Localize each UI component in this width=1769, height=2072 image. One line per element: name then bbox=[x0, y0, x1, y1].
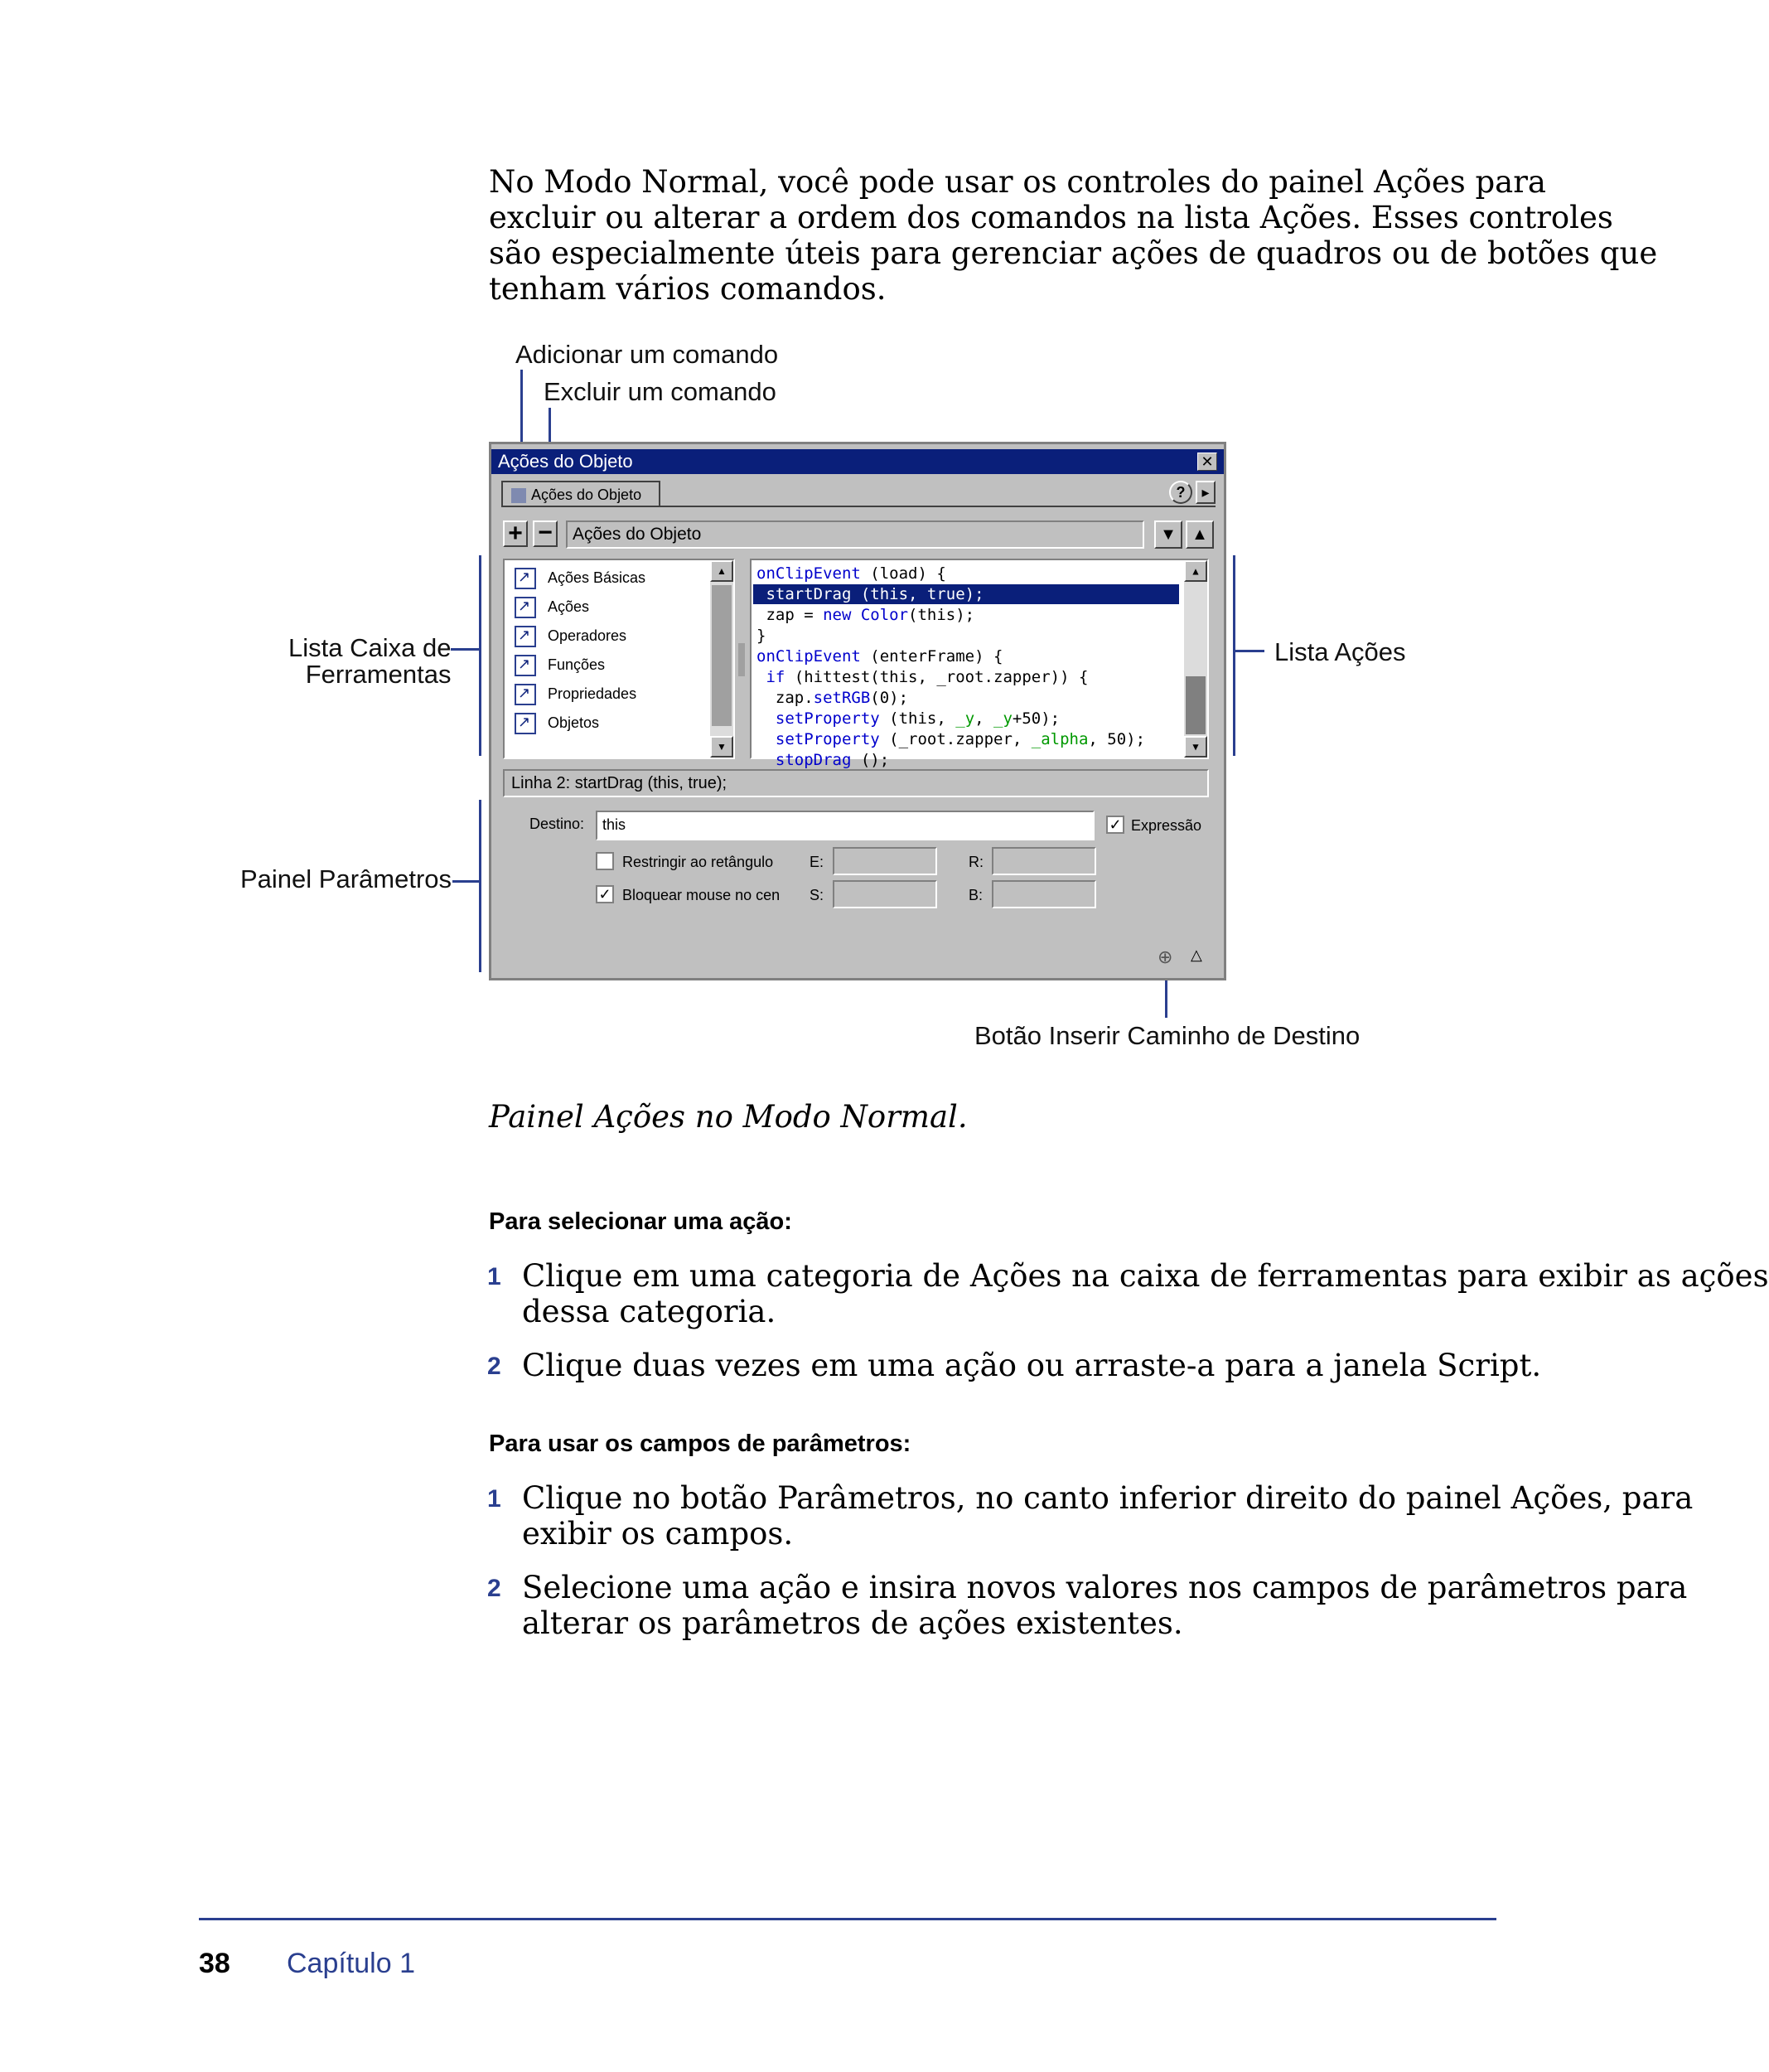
help-icon[interactable]: ? bbox=[1169, 481, 1192, 504]
code-token: stopDrag bbox=[775, 751, 852, 769]
code-token: onClipEvent bbox=[756, 564, 861, 583]
step-number: 2 bbox=[487, 1353, 501, 1380]
intro-line: são especialmente úteis para gerenciar ações de quadros ou de botões que bbox=[489, 235, 1658, 271]
code-line[interactable] bbox=[756, 709, 1060, 729]
object-dropdown[interactable]: Ações do Objeto bbox=[566, 520, 1144, 549]
tab-label: Ações do Objeto bbox=[531, 487, 642, 503]
intro-paragraph bbox=[489, 164, 1658, 307]
constrain-label: Restringir ao retângulo bbox=[622, 854, 774, 870]
bracket-line bbox=[479, 555, 481, 756]
expression-checkbox[interactable]: ✓ bbox=[1106, 816, 1124, 834]
leader-line bbox=[451, 648, 481, 651]
insert-target-path-icon[interactable]: ⊕ bbox=[1158, 946, 1173, 967]
code-token: setRGB bbox=[813, 689, 871, 707]
callout-toolbox-list bbox=[288, 633, 451, 690]
lock-mouse-checkbox[interactable]: ✓ bbox=[596, 885, 614, 903]
book-icon bbox=[515, 597, 536, 618]
expression-label: Expressão bbox=[1131, 817, 1202, 834]
step-text: Clique no botão Parâmetros, no canto inferior direito do painel Ações, para exibir os campos. bbox=[522, 1480, 1694, 1552]
code-token: setProperty bbox=[775, 730, 880, 748]
callout-toolbox-line1: Lista Caixa de bbox=[288, 633, 452, 662]
page-number: 38 bbox=[199, 1948, 230, 1979]
bottom-field[interactable] bbox=[992, 880, 1096, 908]
code-token bbox=[756, 668, 766, 686]
scroll-down-icon[interactable]: ▼ bbox=[710, 736, 733, 758]
toolbox-scrollbar[interactable] bbox=[710, 560, 733, 758]
top-label: S: bbox=[810, 887, 824, 903]
code-token: (_root.zapper, bbox=[879, 730, 1032, 748]
chapter-label: Capítulo 1 bbox=[287, 1948, 415, 1979]
code-token: _alpha bbox=[1031, 730, 1089, 748]
book-icon bbox=[515, 655, 536, 676]
delete-command-button[interactable]: − bbox=[533, 520, 558, 547]
step-text: Clique duas vezes em uma ação ou arraste-a para a janela Script. bbox=[522, 1348, 1542, 1383]
close-icon[interactable]: ✕ bbox=[1197, 453, 1217, 471]
section-heading: Para usar os campos de parâmetros: bbox=[489, 1431, 911, 1457]
section-heading: Para selecionar uma ação: bbox=[489, 1208, 792, 1235]
figure-caption: Painel Ações no Modo Normal. bbox=[489, 1099, 968, 1135]
book-icon bbox=[515, 684, 536, 705]
code-token bbox=[756, 751, 776, 769]
tab-object-actions[interactable] bbox=[501, 481, 660, 507]
panel-titlebar bbox=[491, 449, 1224, 474]
step-number: 1 bbox=[487, 1485, 501, 1513]
book-icon bbox=[515, 626, 536, 647]
code-token: (hittest(this, _root.zapper)) { bbox=[785, 668, 1089, 686]
code-line[interactable] bbox=[756, 667, 1088, 687]
leader-line bbox=[1235, 650, 1264, 652]
panel-title: Ações do Objeto bbox=[498, 451, 633, 472]
code-token: (this); bbox=[908, 606, 975, 624]
intro-line: tenham vários comandos. bbox=[489, 271, 887, 307]
callout-toolbox-line2: Ferramentas bbox=[305, 660, 452, 689]
leader-line bbox=[452, 880, 481, 883]
move-up-button[interactable]: ▲ bbox=[1186, 520, 1214, 549]
code-token: +50); bbox=[1012, 709, 1061, 728]
code-token: (0); bbox=[870, 689, 909, 707]
callout-actions-list: Lista Ações bbox=[1274, 637, 1406, 666]
bracket-line bbox=[479, 800, 481, 972]
toolbox-item[interactable]: ↗Ações Básicas bbox=[515, 567, 645, 588]
code-token: (enterFrame) { bbox=[860, 647, 1003, 666]
code-line[interactable] bbox=[756, 729, 1145, 749]
code-token: , 50); bbox=[1088, 730, 1146, 748]
lock-mouse-label: Bloquear mouse no cen bbox=[622, 887, 781, 903]
status-line: Linha 2: startDrag (this, true); bbox=[503, 769, 1209, 797]
step-text: Clique em uma categoria de Ações na caixa de ferramentas para exibir as ações dessa categoria. bbox=[522, 1258, 1769, 1329]
callout-insert-target-path: Botão Inserir Caminho de Destino bbox=[974, 1021, 1361, 1050]
code-line[interactable] bbox=[756, 605, 974, 625]
top-field[interactable] bbox=[833, 880, 937, 908]
code-token: _y bbox=[993, 709, 1013, 728]
scroll-up-icon[interactable]: ▲ bbox=[710, 560, 733, 582]
constrain-checkbox[interactable] bbox=[596, 852, 614, 870]
intro-line: No Modo Normal, você pode usar os controles do painel Ações para bbox=[489, 164, 1546, 200]
toolbox-item[interactable]: ↗Objetos bbox=[515, 712, 599, 733]
code-token: _y bbox=[955, 709, 975, 728]
bracket-line bbox=[1233, 555, 1235, 756]
callout-parameters-panel: Painel Parâmetros bbox=[240, 864, 452, 893]
collapse-parameters-icon[interactable]: △ bbox=[1191, 946, 1202, 963]
tab-divider bbox=[501, 506, 1216, 507]
scroll-thumb[interactable] bbox=[1186, 676, 1206, 734]
code-token: (this, bbox=[879, 709, 956, 728]
code-token: if bbox=[766, 668, 785, 686]
code-line[interactable] bbox=[756, 626, 766, 646]
code-token: } bbox=[756, 627, 766, 645]
code-token: (load) { bbox=[860, 564, 946, 583]
actions-list[interactable] bbox=[750, 559, 1209, 769]
toolbox-item[interactable]: ↗Ações bbox=[515, 596, 589, 617]
target-label: Destino: bbox=[529, 816, 585, 832]
callout-delete-command: Excluir um comando bbox=[544, 377, 776, 406]
code-line[interactable] bbox=[756, 646, 1003, 666]
code-line[interactable] bbox=[756, 564, 946, 583]
actions-tab-icon bbox=[511, 488, 526, 503]
book-icon bbox=[515, 713, 536, 734]
right-label: R: bbox=[969, 854, 984, 870]
code-token: startDrag (this, true); bbox=[756, 585, 984, 603]
actions-panel bbox=[489, 442, 1226, 980]
code-token: onClipEvent bbox=[756, 647, 861, 666]
move-down-button[interactable]: ▼ bbox=[1154, 520, 1182, 549]
target-input[interactable]: this bbox=[596, 811, 1095, 840]
code-line[interactable] bbox=[753, 584, 1179, 604]
add-command-button[interactable]: + bbox=[503, 520, 528, 547]
step-number: 1 bbox=[487, 1263, 501, 1290]
code-token: (); bbox=[851, 751, 890, 769]
code-token bbox=[756, 730, 776, 748]
code-token: setProperty bbox=[775, 709, 880, 728]
splitter-handle[interactable] bbox=[738, 643, 745, 676]
code-token: zap. bbox=[756, 689, 814, 707]
scroll-down-icon[interactable]: ▼ bbox=[1184, 736, 1207, 758]
toolbox-item[interactable]: ↗Propriedades bbox=[515, 683, 636, 704]
step-number: 2 bbox=[487, 1575, 501, 1602]
code-line[interactable] bbox=[756, 688, 908, 708]
left-label: E: bbox=[810, 854, 824, 870]
step-text: Selecione uma ação e insira novos valores nos campos de parâmetros para alterar os parâmetros de ações existentes. bbox=[522, 1570, 1688, 1641]
code-token: new Color bbox=[823, 606, 909, 624]
code-line[interactable] bbox=[756, 750, 889, 770]
left-field[interactable] bbox=[833, 847, 937, 875]
actions-scrollbar[interactable] bbox=[1184, 560, 1207, 758]
footer-rule bbox=[199, 1918, 1496, 1920]
toolbox-item[interactable]: ↗Operadores bbox=[515, 625, 626, 646]
code-token bbox=[756, 709, 776, 728]
code-token: , bbox=[974, 709, 994, 728]
right-field[interactable] bbox=[992, 847, 1096, 875]
callout-add-command: Adicionar um comando bbox=[515, 340, 779, 369]
panel-menu-arrow-icon[interactable]: ▸ bbox=[1196, 481, 1216, 504]
scroll-thumb[interactable] bbox=[712, 585, 732, 726]
code-token: zap = bbox=[756, 606, 824, 624]
bottom-label: B: bbox=[969, 887, 984, 903]
toolbox-item[interactable]: ↗Funções bbox=[515, 654, 605, 675]
intro-line: excluir ou alterar a ordem dos comandos na lista Ações. Esses controles bbox=[489, 200, 1613, 235]
book-icon bbox=[515, 568, 536, 589]
toolbox-list bbox=[503, 559, 735, 759]
scroll-up-icon[interactable]: ▲ bbox=[1184, 560, 1207, 582]
